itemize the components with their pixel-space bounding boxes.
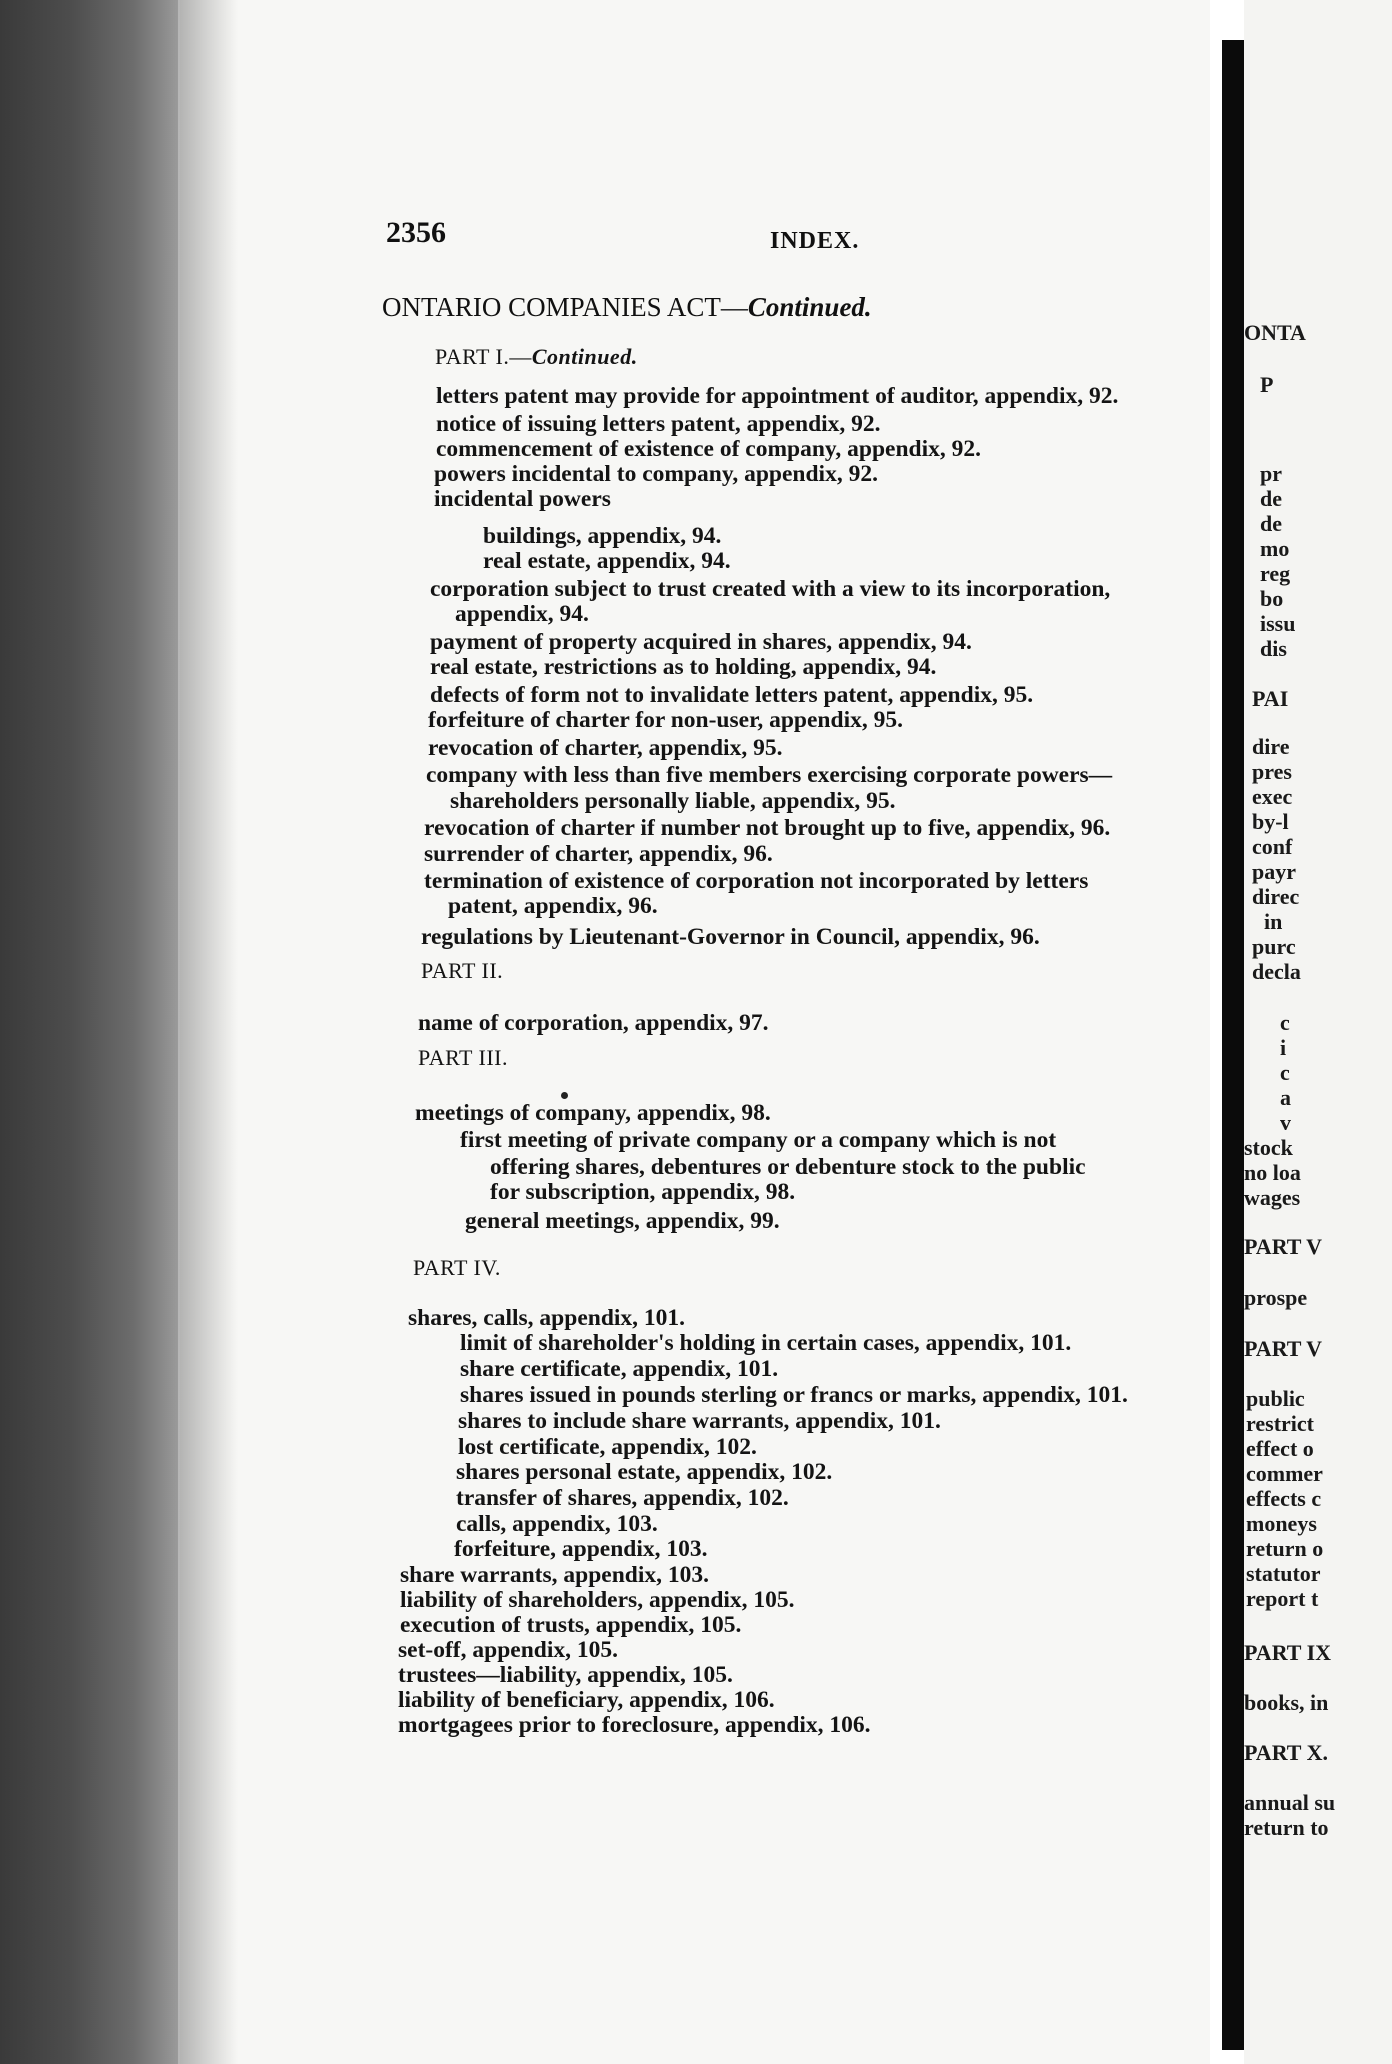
index-entry <box>448 893 658 920</box>
right-page-line: stock <box>1244 1135 1293 1160</box>
right-page-line: report t <box>1246 1586 1319 1611</box>
entry-text: revocation of charter if number not brought up to five, appendix, 96. <box>424 815 1111 841</box>
right-page-line: i <box>1280 1035 1287 1060</box>
right-page-line: direc <box>1252 884 1300 909</box>
index-entry <box>460 1330 1071 1357</box>
entry-text: shares to include share warrants, appendix, 101. <box>458 1408 941 1434</box>
index-entry <box>458 1408 941 1435</box>
index-entry <box>400 1612 741 1639</box>
entry-text: buildings, appendix, 94. <box>483 523 722 549</box>
entry-text: defects of form not to invalidate letters patent, appendix, 95. <box>430 682 1034 708</box>
index-entry <box>398 1687 775 1714</box>
right-page-line: PAI <box>1252 686 1289 711</box>
part-heading <box>413 1255 501 1281</box>
index-entry <box>490 1179 795 1206</box>
index-entry <box>428 707 903 734</box>
part-heading <box>418 1045 508 1071</box>
entry-text: meetings of company, appendix, 98. <box>415 1100 771 1126</box>
right-page-line: purc <box>1252 934 1296 959</box>
right-page-line: v <box>1280 1110 1291 1135</box>
entry-text: general meetings, appendix, 99. <box>465 1208 780 1234</box>
right-page-line: statutor <box>1246 1561 1321 1586</box>
act-title-main: ONTARIO COMPANIES ACT— <box>382 292 748 322</box>
page-number: 2356 <box>386 216 446 249</box>
right-page-line: bo <box>1260 586 1284 611</box>
index-entry <box>455 601 589 628</box>
entry-text: liability of shareholders, appendix, 105. <box>400 1587 795 1613</box>
entry-text: shares issued in pounds sterling or francs or marks, appendix, 101. <box>460 1382 1128 1408</box>
right-page-fragment <box>1244 0 1392 2064</box>
entry-text: patent, appendix, 96. <box>448 893 658 919</box>
entry-text: calls, appendix, 103. <box>456 1511 658 1537</box>
page-header-title: INDEX. <box>770 228 860 254</box>
right-page-line: ONTA <box>1244 320 1306 345</box>
index-entry <box>456 1485 789 1512</box>
index-entry <box>398 1637 618 1664</box>
index-entry <box>424 868 1088 895</box>
entry-text: lost certificate, appendix, 102. <box>458 1434 757 1460</box>
index-entry <box>460 1382 1128 1409</box>
entry-text: mortgagees prior to foreclosure, appendix, 106. <box>398 1712 871 1738</box>
entry-text: revocation of charter, appendix, 95. <box>428 735 783 761</box>
right-page-line: books, in <box>1244 1690 1329 1715</box>
right-page-line: effects c <box>1246 1486 1322 1511</box>
index-entry <box>430 576 1110 603</box>
index-entry <box>434 486 611 513</box>
entry-text: regulations by Lieutenant-Governor in Council, appendix, 96. <box>421 924 1040 950</box>
entry-continued: Continued. <box>531 344 638 369</box>
entry-text: surrender of charter, appendix, 96. <box>424 841 773 867</box>
index-entry <box>408 1305 685 1332</box>
entry-text: name of corporation, appendix, 97. <box>418 1010 769 1036</box>
right-page-line: issu <box>1260 611 1296 636</box>
index-entry <box>400 1562 709 1589</box>
index-entry <box>436 436 981 463</box>
index-entry <box>456 1511 658 1538</box>
index-entry <box>460 1356 778 1383</box>
right-page-line: payr <box>1252 859 1296 884</box>
entry-text: powers incidental to company, appendix, 92. <box>434 461 878 487</box>
index-entry <box>398 1712 871 1739</box>
right-page-line: public <box>1246 1386 1305 1411</box>
right-page-line: in <box>1264 909 1283 934</box>
entry-text: trustees—liability, appendix, 105. <box>398 1662 733 1688</box>
entry-text: corporation subject to trust created with a view to its incorporation, <box>430 576 1111 602</box>
right-page-line: pres <box>1252 759 1292 784</box>
entry-text: share certificate, appendix, 101. <box>460 1356 779 1382</box>
entry-text: appendix, 94. <box>455 601 589 627</box>
ink-mark <box>561 1092 568 1099</box>
index-entry <box>458 1434 757 1461</box>
entry-text: PART I.— <box>435 344 532 369</box>
right-page-line: decla <box>1252 959 1301 984</box>
right-page-line: mo <box>1260 536 1290 561</box>
index-entry <box>456 1459 832 1486</box>
index-entry <box>426 762 1112 789</box>
index-entry <box>430 629 972 656</box>
entry-text: PART II. <box>421 958 504 983</box>
entry-text: shareholders personally liable, appendix, 95. <box>450 788 896 814</box>
entry-text: real estate, restrictions as to holding, appendix, 94. <box>430 654 937 680</box>
right-page-line: conf <box>1252 834 1293 859</box>
index-entry <box>450 788 895 815</box>
entry-text: commencement of existence of company, appendix, 92. <box>436 436 981 462</box>
right-page-line: effect o <box>1246 1436 1314 1461</box>
right-page-line: annual su <box>1244 1790 1336 1815</box>
index-entry <box>430 654 936 681</box>
right-page-line: reg <box>1260 561 1291 586</box>
right-page-line: c <box>1280 1060 1290 1085</box>
entry-text: incidental powers <box>434 486 611 512</box>
entry-text: termination of existence of corporation not incorporated by letters <box>424 868 1089 894</box>
index-entry <box>434 461 878 488</box>
index-entry <box>424 815 1110 842</box>
index-entry <box>430 682 1033 709</box>
right-page-line: PART V <box>1244 1234 1323 1259</box>
part-heading <box>435 344 638 370</box>
right-page-line: exec <box>1252 784 1293 809</box>
part-heading <box>421 958 503 984</box>
index-entry <box>483 548 731 575</box>
right-page-line: prospe <box>1244 1285 1308 1310</box>
entry-text: shares, calls, appendix, 101. <box>408 1305 686 1331</box>
entry-text: shares personal estate, appendix, 102. <box>456 1459 833 1485</box>
entry-text: first meeting of private company or a company which is not <box>460 1127 1057 1153</box>
right-page-line: PART X. <box>1244 1740 1328 1765</box>
index-entry <box>415 1100 771 1127</box>
entry-text: liability of beneficiary, appendix, 106. <box>398 1687 775 1713</box>
right-page-line: PART V <box>1244 1336 1323 1361</box>
entry-text: PART III. <box>418 1045 508 1070</box>
entry-text: limit of shareholder's holding in certain cases, appendix, 101. <box>460 1330 1072 1356</box>
right-page-line: dis <box>1260 636 1287 661</box>
index-entry <box>490 1154 1086 1181</box>
right-page-line: commer <box>1246 1461 1323 1486</box>
index-entry <box>418 1010 769 1037</box>
index-entry <box>421 924 1040 951</box>
index-entry <box>428 735 782 762</box>
entry-text: real estate, appendix, 94. <box>483 548 731 574</box>
right-page-line: P <box>1260 372 1274 397</box>
right-page-line: dire <box>1252 734 1290 759</box>
index-entry <box>465 1208 780 1235</box>
index-entry <box>483 523 721 550</box>
entry-text: PART IV. <box>413 1255 501 1280</box>
entry-text: offering shares, debentures or debenture stock to the public <box>490 1154 1086 1180</box>
right-page-line: de <box>1260 486 1282 511</box>
right-page-line: return to <box>1244 1815 1329 1840</box>
entry-text: company with less than five members exercising corporate powers— <box>426 762 1113 788</box>
entry-text: set-off, appendix, 105. <box>398 1637 618 1663</box>
right-page-line: a <box>1280 1085 1291 1110</box>
right-page-line: no loa <box>1244 1160 1301 1185</box>
right-page-line: de <box>1260 511 1282 536</box>
right-page-line: by-l <box>1252 809 1289 834</box>
entry-text: transfer of shares, appendix, 102. <box>456 1485 789 1511</box>
right-page-line: PART IX <box>1244 1640 1332 1665</box>
index-entry <box>436 411 881 438</box>
entry-text: notice of issuing letters patent, appendix, 92. <box>436 411 881 437</box>
right-page-line: wages <box>1244 1185 1301 1210</box>
entry-text: for subscription, appendix, 98. <box>490 1179 796 1205</box>
entry-text: letters patent may provide for appointment of auditor, appendix, 92. <box>436 383 1119 409</box>
entry-text: payment of property acquired in shares, appendix, 94. <box>430 629 972 655</box>
page-divider <box>1222 40 1244 2050</box>
index-entry <box>400 1587 795 1614</box>
entry-text: forfeiture, appendix, 103. <box>454 1536 708 1562</box>
index-entry <box>398 1662 733 1689</box>
entry-text: execution of trusts, appendix, 105. <box>400 1612 742 1638</box>
act-title-continued: Continued. <box>747 292 872 322</box>
entry-text: share warrants, appendix, 103. <box>400 1562 710 1588</box>
right-page-line: return o <box>1246 1536 1324 1561</box>
index-entry <box>436 383 1118 410</box>
index-entry <box>460 1127 1056 1154</box>
entry-text: forfeiture of charter for non-user, appendix, 95. <box>428 707 903 733</box>
right-page-line: c <box>1280 1010 1290 1035</box>
right-page-line: pr <box>1260 461 1282 486</box>
index-entry <box>424 841 773 868</box>
right-page-line: moneys <box>1246 1511 1317 1536</box>
right-page-line: restrict <box>1246 1411 1314 1436</box>
index-entry <box>454 1536 708 1563</box>
